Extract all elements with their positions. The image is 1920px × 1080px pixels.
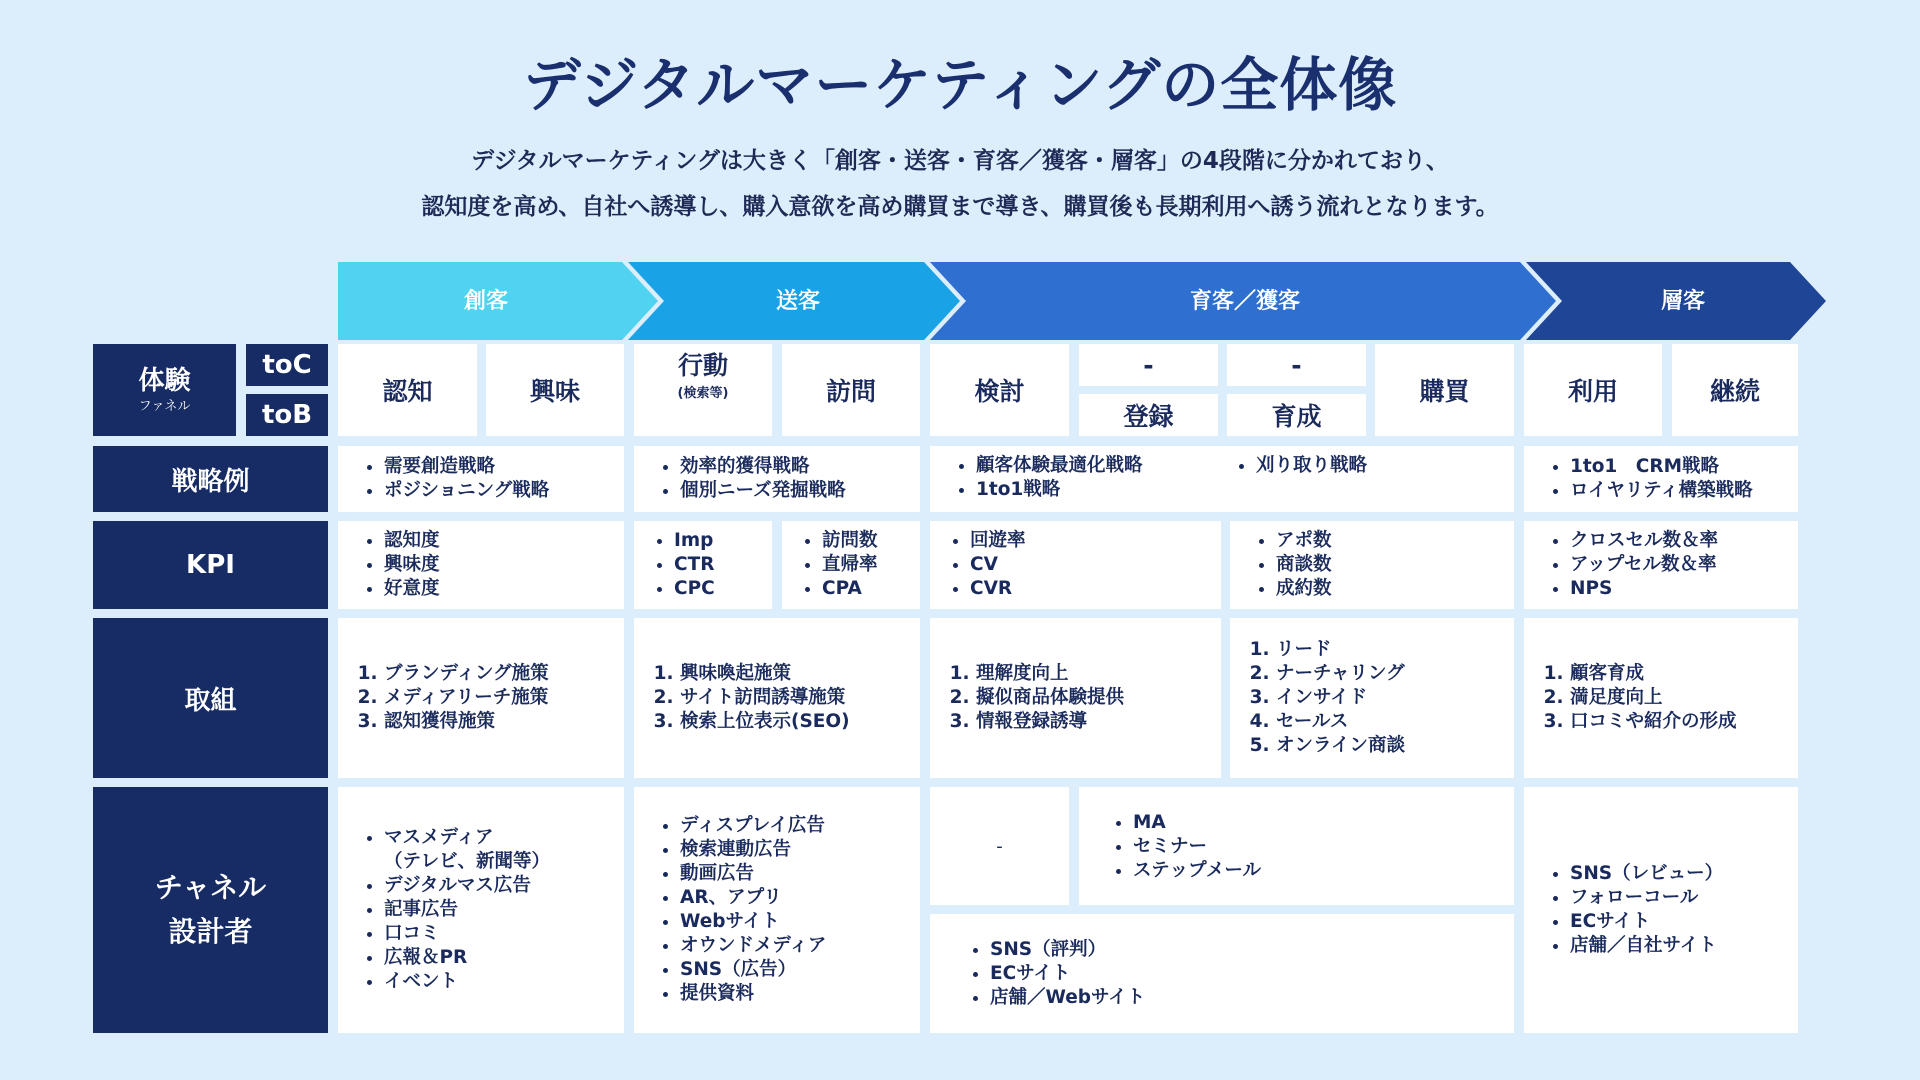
list-item: 1. ブランディング施策	[384, 662, 549, 686]
subtitle-line-2: 認知度を高め、自社へ誘導し、購入意欲を高め購買まで導き、購買後も長期利用へ誘う流れとなります。	[421, 194, 1499, 220]
list-item: • 回遊率	[970, 529, 1026, 553]
list-item: 3. インサイド	[1276, 686, 1405, 710]
exp-keizoku: 継続	[1672, 344, 1798, 436]
strategy-col4	[1524, 446, 1798, 512]
list-item: 2. サイト訪問誘導施策	[680, 686, 850, 710]
list-item: 4. セールス	[1276, 710, 1405, 734]
list-item: 1. リード	[1276, 638, 1405, 662]
init-list-3a	[930, 662, 1124, 734]
header-experience-label: 体験	[138, 365, 191, 396]
channel-col2	[634, 787, 920, 1033]
exp-homon: 訪問	[782, 344, 920, 436]
kpi-col3a	[930, 521, 1221, 609]
kpi-list-2a	[634, 529, 715, 601]
list-item: • CPC	[674, 577, 715, 601]
list-item: • SNS（広告）	[680, 958, 826, 982]
exp-riyo: 利用	[1524, 344, 1662, 436]
strategy-col3	[930, 446, 1514, 512]
header-channel	[93, 787, 328, 1033]
channel-list-4	[1524, 862, 1723, 958]
list-item: • CTR	[674, 553, 715, 577]
stage-label-1: 創客	[463, 289, 509, 314]
stage-label-4: 層客	[1660, 289, 1706, 314]
list-item: • マスメディア	[384, 826, 550, 850]
list-item: • 刈り取り戦略	[1256, 454, 1367, 478]
header-experience-sub: ファネル	[138, 398, 191, 414]
list-item: • クロスセル数＆率	[1570, 529, 1718, 553]
list-item: 3. 情報登録誘導	[976, 710, 1124, 734]
list-item: • CV	[970, 553, 1026, 577]
list-item: 2. ナーチャリング	[1276, 662, 1405, 686]
list-item: • CVR	[970, 577, 1026, 601]
init-list-2	[634, 662, 850, 734]
list-item: 2. 擬似商品体験提供	[976, 686, 1124, 710]
list-item: • MA	[1133, 811, 1514, 835]
kpi-list-3b	[1230, 529, 1332, 601]
list-item: • AR、アプリ	[680, 886, 826, 910]
channel-col3-dash: -	[930, 787, 1069, 905]
list-item: 1. 興味喚起施策	[680, 662, 850, 686]
init-col2	[634, 618, 920, 778]
exp-kodo	[634, 344, 772, 436]
channel-col3-top	[1079, 787, 1514, 905]
list-item: 2. 満足度向上	[1570, 686, 1737, 710]
strategy-col1	[338, 446, 624, 512]
kpi-col2b	[782, 521, 920, 609]
subtitle-line-1: デジタルマーケティングは大きく「創客・送客・育客／獲客・層客」の4段階に分かれており、	[471, 148, 1449, 174]
channel-list-3-bottom	[930, 938, 1145, 1010]
kpi-list-2b	[782, 529, 878, 601]
exp-dash-1: -	[1079, 344, 1218, 386]
list-item: • 店舗／Webサイト	[990, 986, 1145, 1010]
channel-col4	[1524, 787, 1798, 1033]
stage-label-2: 送客	[775, 289, 821, 314]
list-item: • ロイヤリティ構築戦略	[1570, 479, 1753, 503]
list-item: 3. 認知獲得施策	[384, 710, 549, 734]
page-title: デジタルマーケティングの全体像	[522, 51, 1398, 119]
init-list-4	[1524, 662, 1737, 734]
list-item: • 顧客体験最適化戦略	[976, 454, 1143, 478]
strategy-list-1	[338, 455, 549, 503]
list-item: • セミナー	[1133, 835, 1514, 859]
list-item: • ポジショニング戦略	[384, 479, 549, 503]
list-item: 1. 理解度向上	[976, 662, 1124, 686]
header-channel-line2: 設計者	[168, 915, 253, 948]
init-col1	[338, 618, 624, 778]
channel-list-2	[634, 814, 826, 1006]
exp-kento: 検討	[930, 344, 1069, 436]
header-toc: toC	[246, 344, 328, 386]
list-item: • 記事広告	[384, 898, 550, 922]
list-item: • 店舗／自社サイト	[1570, 934, 1723, 958]
stage-label-3: 育客／獲客	[1189, 289, 1301, 314]
list-item: • 動画広告	[680, 862, 826, 886]
list-item: • 1to1戦略	[976, 478, 1143, 502]
kpi-col3b	[1230, 521, 1514, 609]
list-item: • 広報＆PR	[384, 946, 550, 970]
header-kpi: KPI	[93, 521, 328, 609]
list-item: • アップセル数＆率	[1570, 553, 1718, 577]
strategy-list-4	[1524, 455, 1753, 503]
init-list-1	[338, 662, 549, 734]
kpi-col4	[1524, 521, 1798, 609]
strategy-list-3a	[930, 454, 1143, 502]
list-item: （テレビ、新聞等）	[384, 851, 550, 872]
list-item: • Imp	[674, 529, 715, 553]
exp-dash-2: -	[1227, 344, 1366, 386]
init-col3a	[930, 618, 1221, 778]
strategy-list-3b	[1210, 454, 1367, 478]
header-experience	[93, 344, 236, 436]
list-item: • 好意度	[384, 577, 440, 601]
list-item: • SNS（レビュー）	[1570, 862, 1723, 886]
list-item: • 訪問数	[822, 529, 878, 553]
exp-kodo-sub: (検索等)	[677, 386, 729, 401]
list-item: • 検索連動広告	[680, 838, 826, 862]
list-item: • 直帰率	[822, 553, 878, 577]
strategy-list-2	[634, 455, 846, 503]
kpi-col1	[338, 521, 624, 609]
channel-col3-bottom	[930, 914, 1514, 1033]
list-item: • 提供資料	[680, 982, 826, 1006]
list-item: • 成約数	[1276, 577, 1332, 601]
list-item: • 個別ニーズ発掘戦略	[680, 479, 846, 503]
list-item: • 1to1 CRM戦略	[1570, 455, 1753, 479]
channel-col1	[338, 787, 624, 1033]
list-item: • Webサイト	[680, 910, 826, 934]
list-item: • 商談数	[1276, 553, 1332, 577]
header-channel-line1: チャネル	[154, 871, 267, 904]
header-initiatives: 取組	[93, 618, 328, 778]
strategy-col2	[634, 446, 920, 512]
kpi-list-3a	[930, 529, 1026, 601]
list-item: • イベント	[384, 970, 550, 994]
list-item: • ECサイト	[1570, 910, 1723, 934]
list-item: • オウンドメディア	[680, 934, 826, 958]
exp-toroku: 登録	[1079, 394, 1218, 436]
list-item: • デジタルマス広告	[384, 874, 550, 898]
header-strategy: 戦略例	[93, 446, 328, 512]
list-item: • ステップメール	[1133, 859, 1514, 883]
channel-list-1	[338, 826, 550, 994]
channel-list-3-top	[1079, 787, 1514, 883]
list-item: • 需要創造戦略	[384, 455, 549, 479]
init-list-3b	[1230, 638, 1405, 758]
list-item: • 興味度	[384, 553, 440, 577]
list-item: • SNS（評判）	[990, 938, 1145, 962]
list-item: 5. オンライン商談	[1276, 734, 1405, 758]
exp-ikusei: 育成	[1227, 394, 1366, 436]
kpi-list-1	[338, 529, 440, 601]
init-col4	[1524, 618, 1798, 778]
kpi-list-4	[1524, 529, 1718, 601]
list-item: • アポ数	[1276, 529, 1332, 553]
list-item: • ディスプレイ広告	[680, 814, 826, 838]
list-item: • 認知度	[384, 529, 440, 553]
init-col3b	[1230, 618, 1514, 778]
exp-konyu: 購買	[1375, 344, 1514, 436]
exp-kyomi: 興味	[486, 344, 624, 436]
kpi-col2a	[634, 521, 772, 609]
list-item: 1. 顧客育成	[1570, 662, 1737, 686]
list-item: • 口コミ	[384, 922, 550, 946]
exp-kodo-label: 行動	[677, 351, 728, 380]
list-item: • フォローコール	[1570, 886, 1723, 910]
exp-ninchi: 認知	[338, 344, 477, 436]
list-item: 3. 口コミや紹介の形成	[1570, 710, 1737, 734]
list-item: • NPS	[1570, 577, 1718, 601]
list-item: • 効率的獲得戦略	[680, 455, 846, 479]
header-tob: toB	[246, 394, 328, 436]
list-item: 3. 検索上位表示(SEO)	[680, 710, 850, 734]
list-item: • CPA	[822, 577, 878, 601]
list-item: • ECサイト	[990, 962, 1145, 986]
list-item: 2. メディアリーチ施策	[384, 686, 549, 710]
